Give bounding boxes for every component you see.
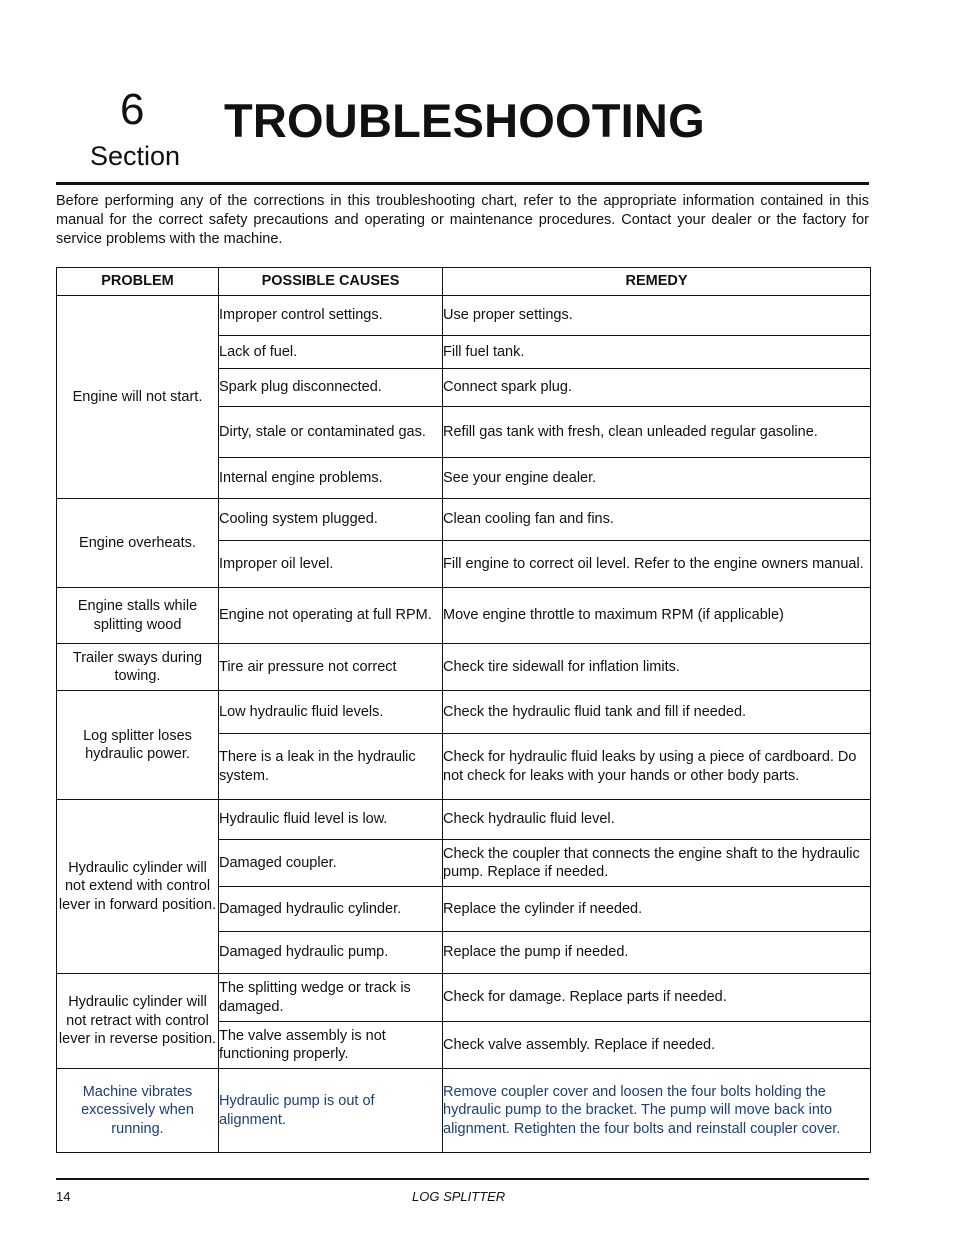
section-number: 6	[120, 85, 145, 134]
table-row	[57, 644, 871, 691]
cause-cell: Dirty, stale or contaminated gas.	[219, 407, 443, 458]
remedy-cell: Replace the pump if needed.	[443, 932, 871, 974]
remedy-cell: Check the hydraulic fluid tank and fill if needed.	[443, 691, 871, 734]
cause-cell: Low hydraulic fluid levels.	[219, 691, 443, 734]
cause-cell: The valve assembly is not functioning properly.	[219, 1022, 443, 1069]
troubleshooting-table	[56, 267, 871, 1153]
cause-cell: Improper oil level.	[219, 541, 443, 588]
table-row	[57, 974, 871, 1022]
table-row	[57, 1069, 871, 1153]
problem-cell: Engine overheats.	[57, 499, 219, 588]
table-row	[57, 800, 871, 840]
cause-cell: Hydraulic pump is out of alignment.	[219, 1069, 443, 1153]
cause-cell: Engine not operating at full RPM.	[219, 588, 443, 644]
problem-cell: Machine vibrates excessively when running.	[57, 1069, 219, 1153]
header-problem: PROBLEM	[57, 268, 219, 296]
remedy-cell: Refill gas tank with fresh, clean unleaded regular gasoline.	[443, 407, 871, 458]
page-title: TROUBLESHOOTING	[224, 94, 705, 147]
page-number: 14	[56, 1189, 71, 1204]
problem-cell: Log splitter loses hydraulic power.	[57, 691, 219, 800]
header-possible-causes: POSSIBLE CAUSES	[219, 268, 443, 296]
table-row	[57, 296, 871, 336]
cause-cell: Tire air pressure not correct	[219, 644, 443, 691]
intro-paragraph: Before performing any of the corrections in this troubleshooting chart, refer to the appropriate information contained in this manual for the correct safety precautions and operating or maintenance procedures. Contact your dealer or the factory for service problems with the machine.	[56, 193, 869, 247]
table-row	[57, 691, 871, 734]
footer-title: LOG SPLITTER	[412, 1189, 506, 1204]
remedy-cell: Replace the cylinder if needed.	[443, 887, 871, 932]
problem-cell: Engine stalls while splitting wood	[57, 588, 219, 644]
remedy-cell: Connect spark plug.	[443, 369, 871, 407]
remedy-cell: Check for hydraulic fluid leaks by using a piece of cardboard. Do not check for leaks with your hands or other body parts.	[443, 734, 871, 800]
cause-cell: Damaged hydraulic pump.	[219, 932, 443, 974]
cause-cell: Improper control settings.	[219, 296, 443, 336]
remedy-cell: Check for damage. Replace parts if needed.	[443, 974, 871, 1022]
remedy-cell: Check tire sidewall for inflation limits.	[443, 644, 871, 691]
table-row	[57, 499, 871, 541]
header-divider	[56, 182, 869, 185]
remedy-cell: Check valve assembly. Replace if needed.	[443, 1022, 871, 1069]
header-remedy: REMEDY	[443, 268, 871, 296]
remedy-cell: Check the coupler that connects the engine shaft to the hydraulic pump. Replace if needed.	[443, 840, 871, 887]
cause-cell: Cooling system plugged.	[219, 499, 443, 541]
cause-cell: Lack of fuel.	[219, 336, 443, 369]
cause-cell: Hydraulic fluid level is low.	[219, 800, 443, 840]
remedy-cell: Use proper settings.	[443, 296, 871, 336]
problem-cell: Hydraulic cylinder will not retract with control lever in reverse position.	[57, 974, 219, 1069]
remedy-cell: Move engine throttle to maximum RPM (if applicable)	[443, 588, 871, 644]
cause-cell: Internal engine problems.	[219, 458, 443, 499]
table-header-row	[57, 268, 871, 296]
section-label: Section	[90, 141, 181, 171]
remedy-cell: Fill fuel tank.	[443, 336, 871, 369]
remedy-cell: See your engine dealer.	[443, 458, 871, 499]
problem-cell: Engine will not start.	[57, 296, 219, 499]
cause-cell: Damaged hydraulic cylinder.	[219, 887, 443, 932]
cause-cell: The splitting wedge or track is damaged.	[219, 974, 443, 1022]
problem-cell: Hydraulic cylinder will not extend with control lever in forward position.	[57, 800, 219, 974]
remedy-cell: Fill engine to correct oil level. Refer to the engine owners manual.	[443, 541, 871, 588]
remedy-cell: Check hydraulic fluid level.	[443, 800, 871, 840]
remedy-cell: Remove coupler cover and loosen the four bolts holding the hydraulic pump to the bracket. The pump will move back into alignment. Retighten the four bolts and reinstall coupler cover.	[443, 1069, 871, 1153]
cause-cell: Damaged coupler.	[219, 840, 443, 887]
remedy-cell: Clean cooling fan and fins.	[443, 499, 871, 541]
cause-cell: There is a leak in the hydraulic system.	[219, 734, 443, 800]
problem-cell: Trailer sways during towing.	[57, 644, 219, 691]
cause-cell: Spark plug disconnected.	[219, 369, 443, 407]
table-row	[57, 588, 871, 644]
footer-divider	[56, 1178, 869, 1180]
